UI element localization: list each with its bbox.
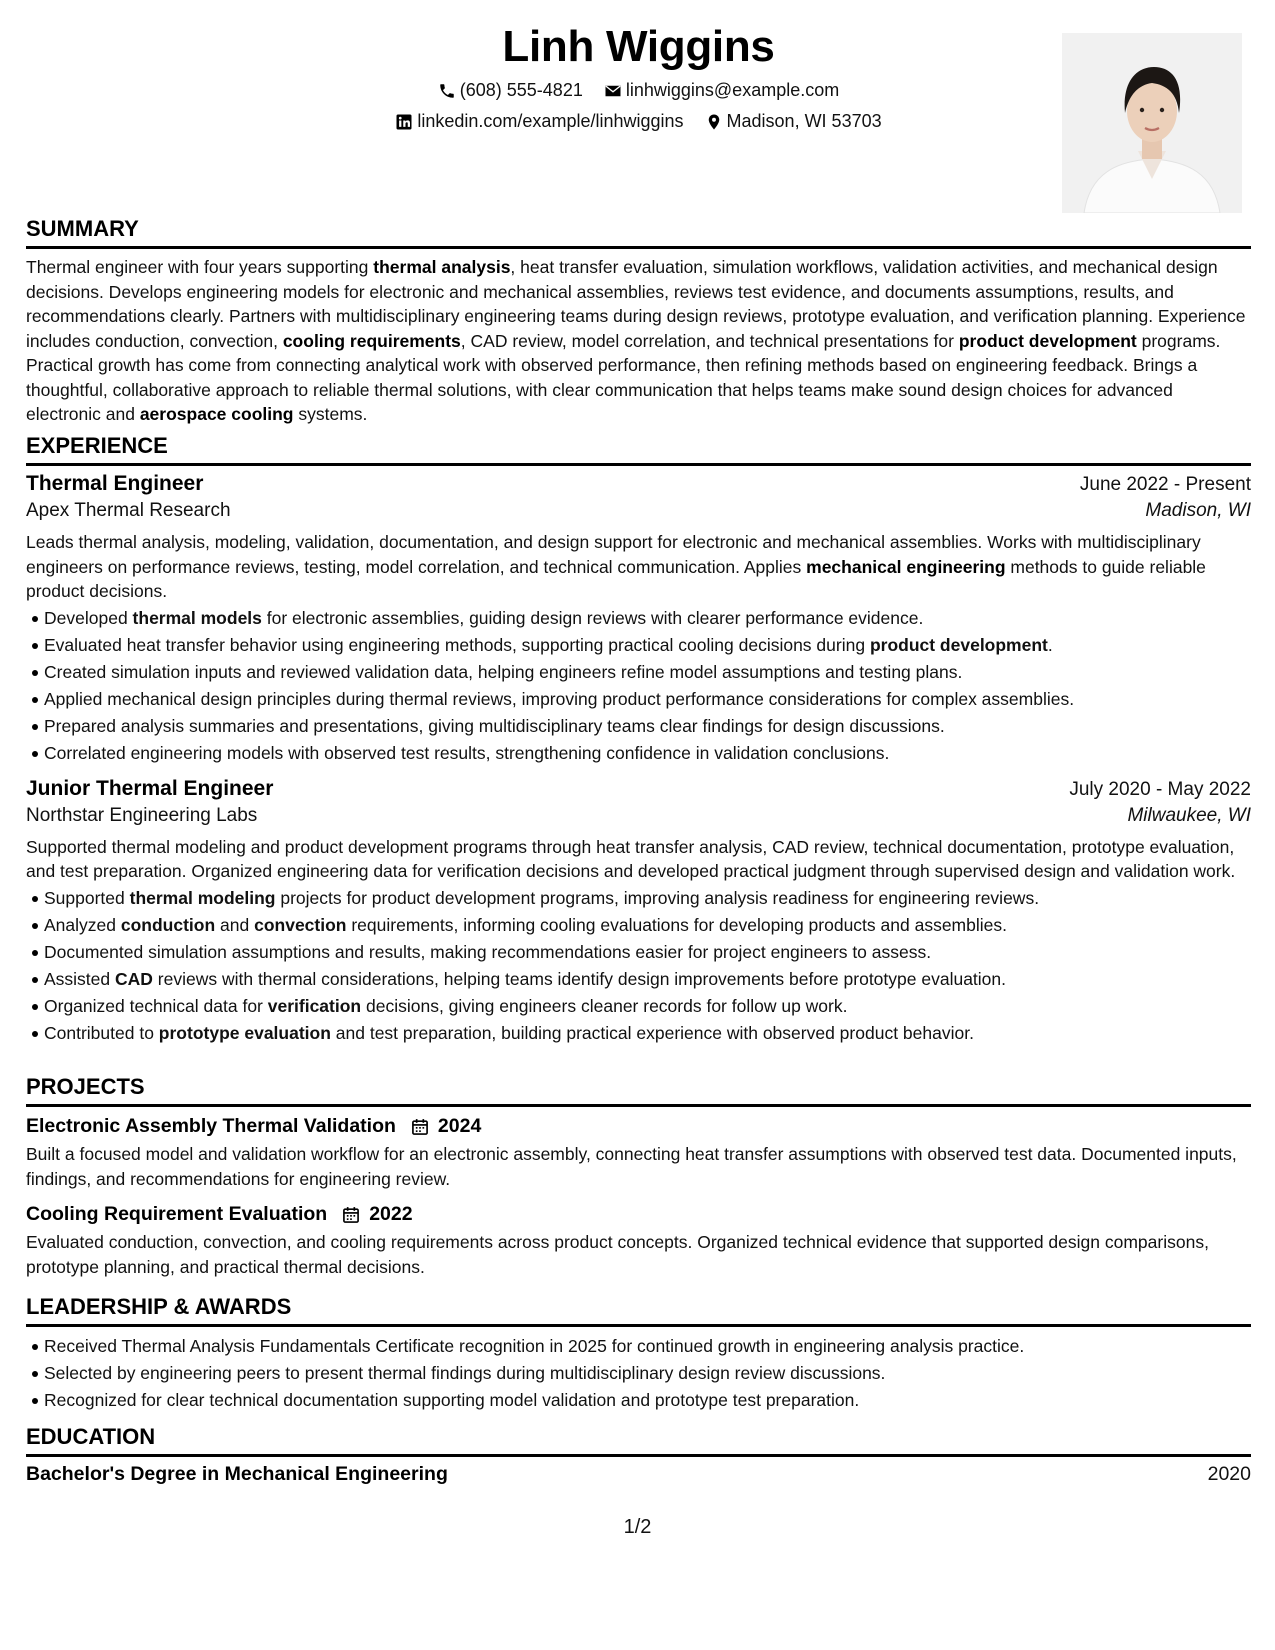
leadership-heading: LEADERSHIP & AWARDS xyxy=(26,1294,292,1319)
section-divider xyxy=(26,463,1251,466)
list-item: Developed thermal models for electronic assemblies, guiding design reviews with clearer performance evidence. xyxy=(44,605,1251,632)
list-item: Correlated engineering models with observed test results, strengthening confidence in validation conclusions. xyxy=(44,740,1251,767)
section-divider xyxy=(26,1454,1251,1457)
leadership-section xyxy=(26,1292,1251,1414)
experience-section xyxy=(26,431,1251,1047)
emphasis-text: convection xyxy=(254,914,347,935)
project-description: Evaluated conduction, convection, and cooling requirements across product concepts. Organized technical evidence that supported design comparisons, prototype planning, and practical thermal decisions. xyxy=(26,1232,1209,1277)
summary-heading: SUMMARY xyxy=(26,216,139,241)
degree-title: Bachelor's Degree in Mechanical Engineering xyxy=(26,1463,448,1485)
list-item: Organized technical data for verification decisions, giving engineers cleaner records for follow up work. xyxy=(44,993,1251,1020)
emphasis-text: verification xyxy=(267,995,362,1016)
envelope-icon xyxy=(604,82,622,100)
resume-page xyxy=(26,0,1251,1650)
location-text: Madison, WI 53703 xyxy=(726,111,882,131)
calendar-icon xyxy=(341,1205,361,1225)
phone-icon xyxy=(438,82,456,100)
emphasis-text: thermal models xyxy=(132,607,262,628)
phone-text: (608) 555-4821 xyxy=(459,80,583,100)
section-divider xyxy=(26,1324,1251,1327)
education-section xyxy=(26,1422,1251,1486)
projects-section xyxy=(26,1072,1251,1279)
emphasis-text: CAD xyxy=(115,968,153,989)
project-entry xyxy=(26,1115,1251,1191)
job-description: Leads thermal analysis, modeling, validation, documentation, and design support for electronic and mechanical assemblies. Works with multidisciplinary engineers on performance reviews, testing, model correlation, and technical communication. Applies mechanical engineering methods to guide reliable product decisions. xyxy=(26,532,1206,601)
emphasis-text: aerospace cooling xyxy=(139,404,294,424)
list-item: Documented simulation assumptions and results, making recommendations easier for project engineers to assess. xyxy=(44,939,1251,966)
emphasis-text: thermal modeling xyxy=(129,887,276,908)
summary-text: Thermal engineer with four years supporting thermal analysis, heat transfer evaluation, simulation workflows, validation activities, and mechanical design decisions. Develops engineering models for electronic and mechanical assemblies, reviews test evidence, and documents assumptions, results, and recommendations clearly. Partners with multidisciplinary engineering teams during design reviews, prototype evaluation, and verification planning. Experience includes conduction, convection, cooling requirements, CAD review, model correlation, and technical presentations for product development programs. Practical growth has come from connecting analytical work with observed performance, then refining methods based on engineering feedback. Brings a thoughtful, collaborative approach to reliable thermal solutions, with clear communication that helps teams make sound design choices for advanced electronic and aerospace cooling systems. xyxy=(26,257,1246,424)
project-name: Electronic Assembly Thermal Validation xyxy=(26,1115,396,1137)
job-bullets xyxy=(26,605,1251,767)
list-item: Evaluated heat transfer behavior using engineering methods, supporting practical cooling decisions during product development. xyxy=(44,632,1251,659)
job-company: Northstar Engineering Labs xyxy=(26,804,258,826)
list-item: Prepared analysis summaries and presentations, giving multidisciplinary teams clear findings for design discussions. xyxy=(44,713,1251,740)
job-location: Milwaukee, WI xyxy=(1127,804,1251,826)
job-dates: July 2020 - May 2022 xyxy=(1069,778,1251,800)
project-description: Built a focused model and validation workflow for an electronic assembly, connecting heat transfer assumptions with observed test data. Documented inputs, findings, and recommendations for engineering review. xyxy=(26,1144,1237,1189)
project-name: Cooling Requirement Evaluation xyxy=(26,1203,328,1225)
location-item xyxy=(705,111,882,132)
linkedin-icon xyxy=(395,113,413,131)
job-bullets xyxy=(26,885,1251,1047)
job-location: Madison, WI xyxy=(1145,500,1251,521)
job-title: Junior Thermal Engineer xyxy=(26,776,274,800)
emphasis-text: cooling requirements xyxy=(282,330,461,351)
list-item: Recognized for clear technical documentation supporting model validation and prototype test preparation. xyxy=(44,1387,1251,1414)
projects-heading: PROJECTS xyxy=(26,1074,145,1099)
emphasis-text: mechanical engineering xyxy=(806,556,1006,577)
phone-item xyxy=(438,80,583,101)
email-text[interactable]: linhwiggins@example.com xyxy=(625,80,840,100)
leadership-bullets xyxy=(26,1333,1251,1414)
list-item: Assisted CAD reviews with thermal considerations, helping teams identify design improvements before prototype evaluation. xyxy=(44,966,1251,993)
education-heading: EDUCATION xyxy=(26,1424,156,1449)
page-number: 1/2 xyxy=(623,1516,652,1538)
list-item: Supported thermal modeling projects for product development programs, improving analysis readiness for engineering reviews. xyxy=(44,885,1251,912)
list-item: Applied mechanical design principles during thermal reviews, improving product performance considerations for complex assemblies. xyxy=(44,686,1251,713)
degree-year: 2020 xyxy=(1207,1463,1251,1485)
job-description: Supported thermal modeling and product development programs through heat transfer analysis, CAD review, technical documentation, prototype evaluation, and test preparation. Organized engineering data for verification decisions and developed practical judgment through supervised design and validation work. xyxy=(26,836,1236,881)
emphasis-text: product development xyxy=(869,634,1048,655)
linkedin-item[interactable] xyxy=(395,111,683,132)
list-item: Received Thermal Analysis Fundamentals Certificate recognition in 2025 for continued growth in engineering analysis practice. xyxy=(44,1333,1251,1360)
project-year: 2022 xyxy=(369,1203,413,1225)
profile-photo xyxy=(1062,33,1242,213)
project-entry xyxy=(26,1203,1251,1279)
candidate-name: Linh Wiggins xyxy=(502,22,775,71)
portrait-illustration xyxy=(1062,33,1242,213)
section-divider xyxy=(26,1104,1251,1107)
list-item: Analyzed conduction and convection requirements, informing cooling evaluations for developing products and assemblies. xyxy=(44,912,1251,939)
project-year: 2024 xyxy=(437,1115,482,1137)
emphasis-text: product development xyxy=(958,330,1137,351)
job-title: Thermal Engineer xyxy=(26,472,204,495)
job-entry xyxy=(26,472,1251,767)
emphasis-text: prototype evaluation xyxy=(158,1022,331,1043)
job-dates: June 2022 - Present xyxy=(1079,474,1251,495)
job-company: Apex Thermal Research xyxy=(26,500,231,521)
section-divider xyxy=(26,246,1251,249)
emphasis-text: conduction xyxy=(120,914,216,935)
job-entry xyxy=(26,777,1251,1047)
list-item: Created simulation inputs and reviewed validation data, helping engineers refine model assumptions and testing plans. xyxy=(44,659,1251,686)
list-item: Selected by engineering peers to present thermal findings during multidisciplinary design review discussions. xyxy=(44,1360,1251,1387)
list-item: Contributed to prototype evaluation and test preparation, building practical experience with observed product behavior. xyxy=(44,1020,1251,1047)
map-pin-icon xyxy=(705,113,723,131)
summary-section xyxy=(26,214,1251,427)
email-item[interactable] xyxy=(604,80,839,101)
linkedin-text[interactable]: linkedin.com/example/linhwiggins xyxy=(417,111,684,131)
experience-heading: EXPERIENCE xyxy=(26,433,168,458)
calendar-icon xyxy=(410,1117,430,1137)
emphasis-text: thermal analysis xyxy=(373,257,511,277)
